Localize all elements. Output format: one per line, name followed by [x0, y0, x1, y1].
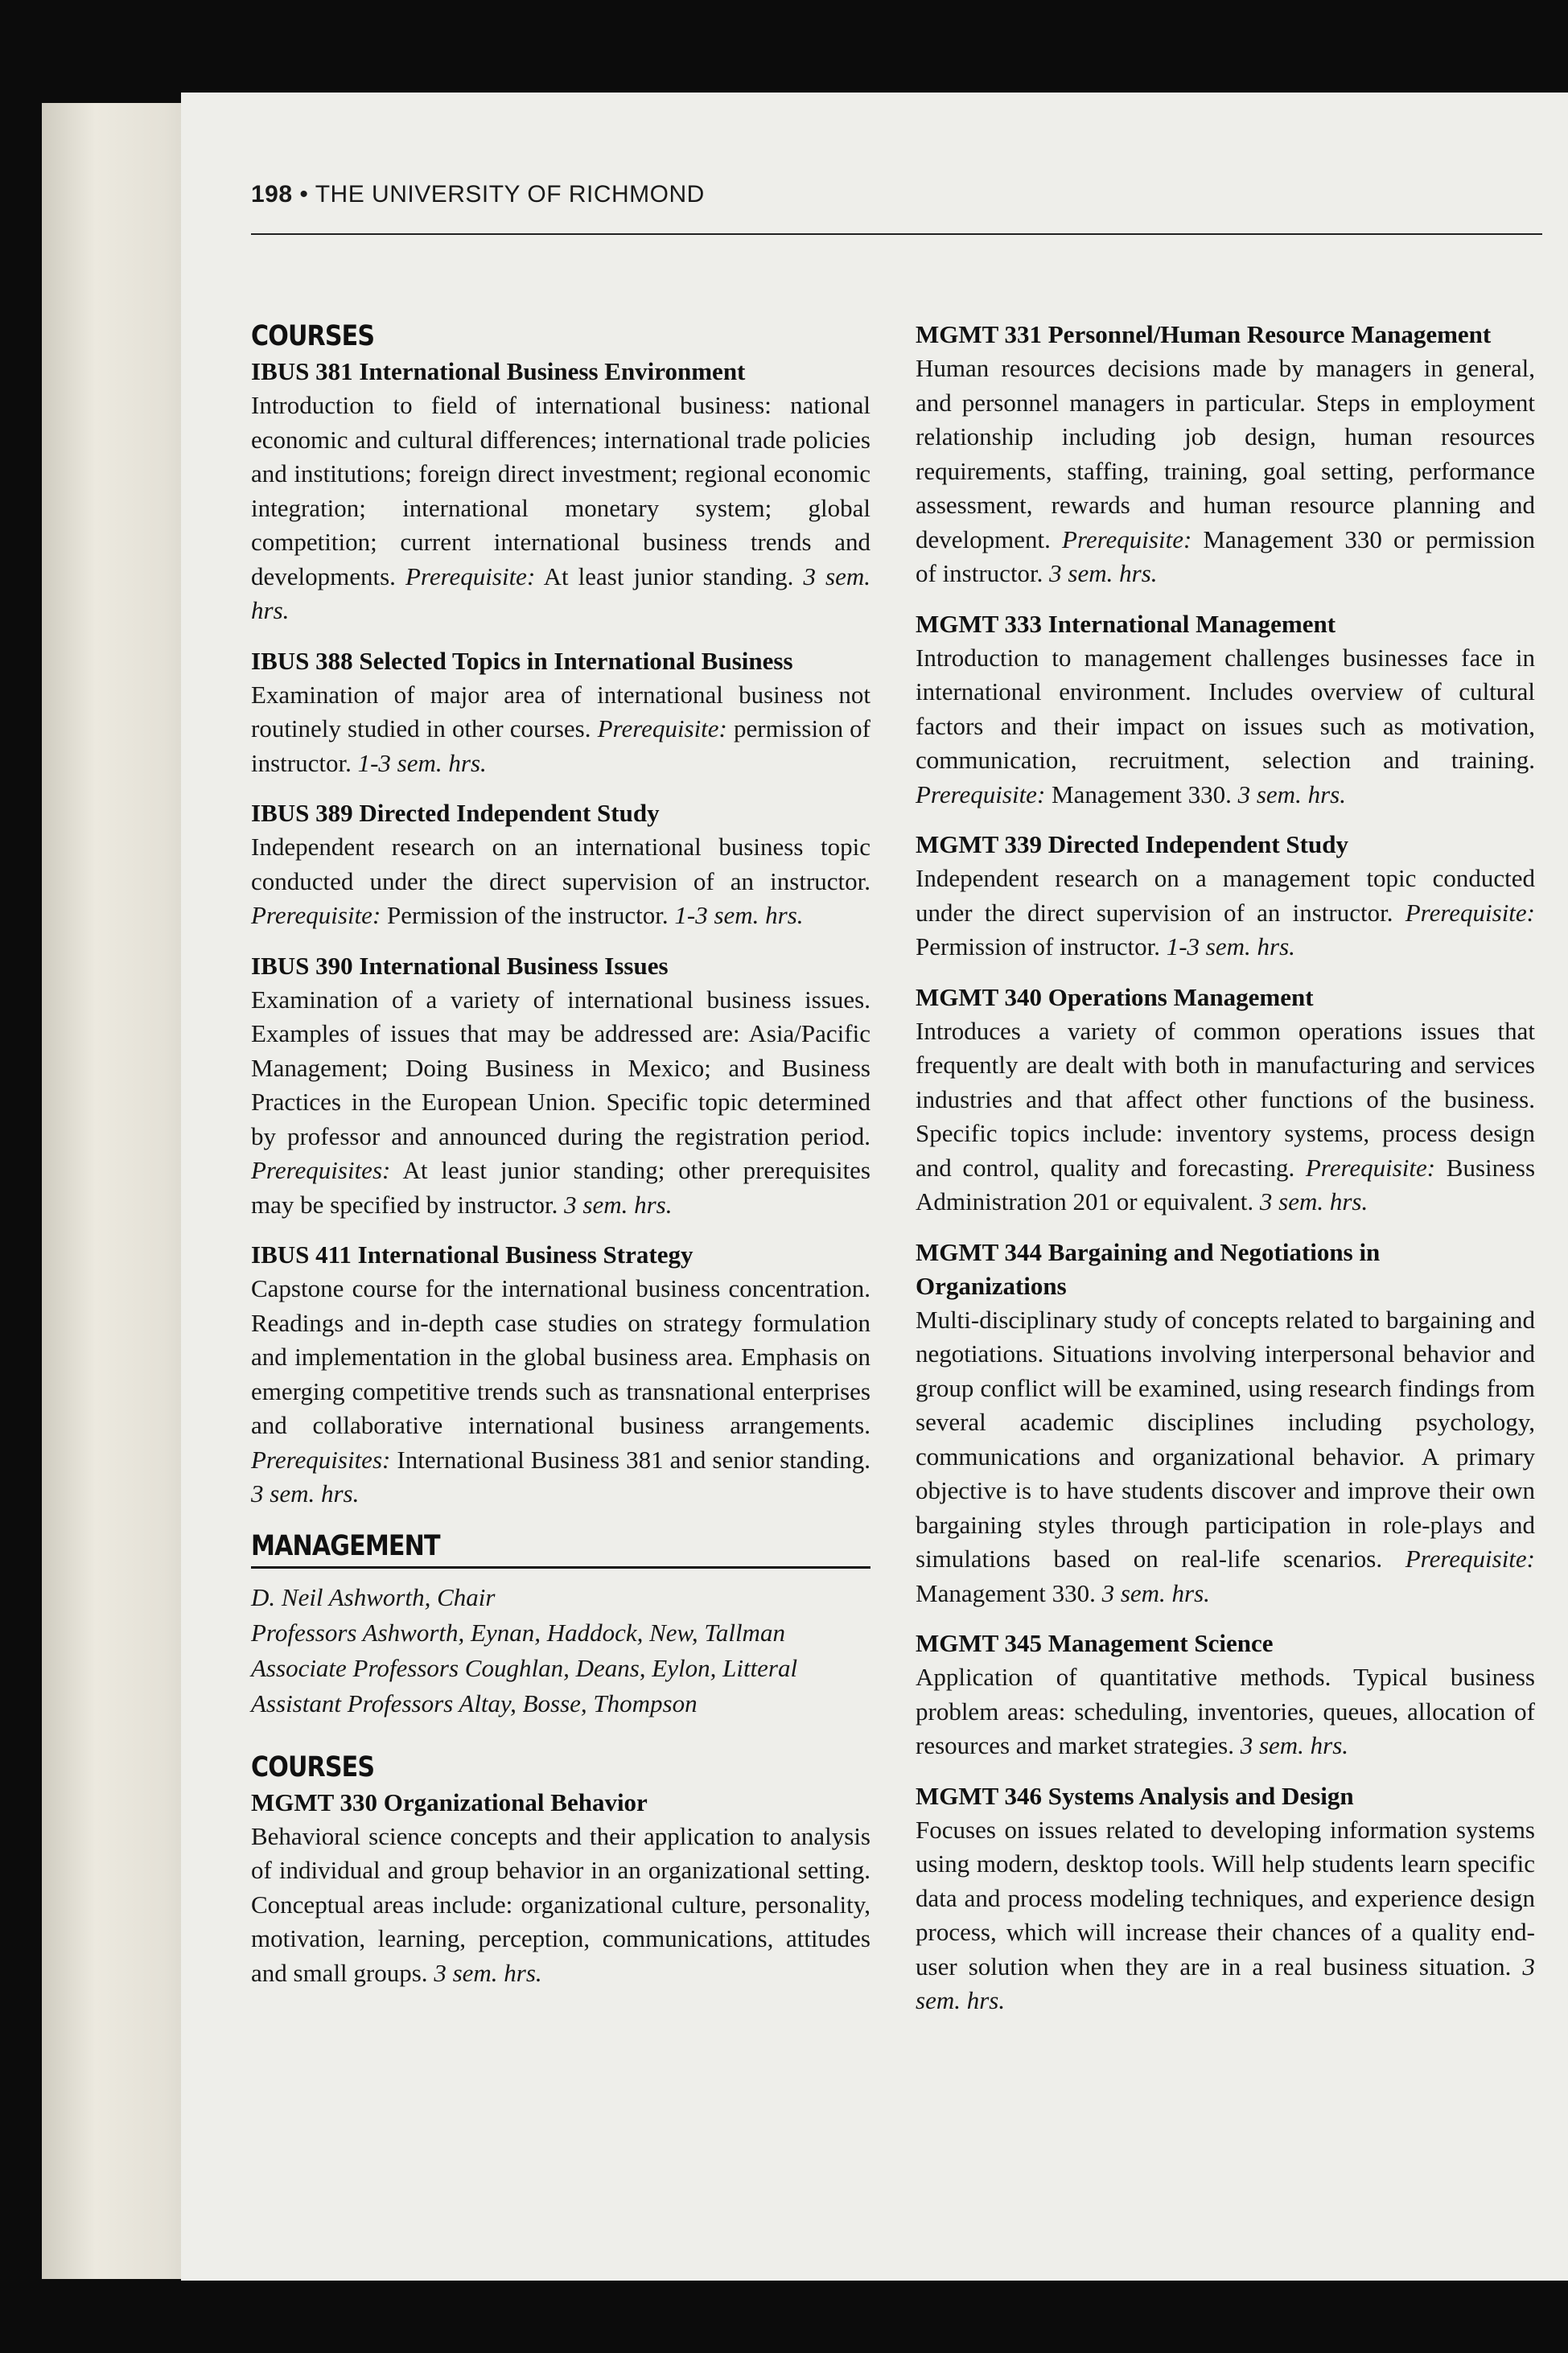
prereq-text: Management 330. — [1052, 780, 1232, 808]
course-title: MGMT 340 Operations Management — [916, 982, 1314, 1011]
courses-heading: COURSES — [251, 320, 375, 352]
course-credit: 3 sem. hrs. — [916, 1952, 1536, 2014]
prereq-label: Prerequisites: — [251, 1445, 391, 1474]
course-entry — [916, 1627, 1535, 1763]
course-title: MGMT 344 Bargaining and Negotiations in Organizations — [916, 1237, 1381, 1300]
course-title: MGMT 339 Directed Independent Study — [916, 830, 1348, 858]
course-credit: 3 sem. hrs. — [1237, 780, 1346, 808]
page-number: 198 — [251, 181, 293, 208]
course-body: Examination of a variety of international business issues. Examples of issues that may be addressed are: Asia/Pacific Management; Doing Business in Mexico; and Business Practices in the European Union. Specific topic determined by professor and announced during the registration period. — [251, 985, 870, 1150]
course-description — [251, 1820, 870, 1991]
prereq-text: International Business 381 and senior standing. — [397, 1445, 871, 1474]
course-credit: 1-3 sem. hrs. — [1166, 932, 1295, 961]
faculty-assistant-professors: Assistant Professors Altay, Bosse, Thompson — [251, 1689, 698, 1717]
course-title: IBUS 388 Selected Topics in International Business — [251, 646, 793, 675]
prereq-text: Permission of the instructor. — [387, 901, 669, 929]
course-description — [251, 389, 870, 628]
course-body: Introduction to field of international business: national economic and cultural differences; international trade policies and institutions; foreign direct investment; regional economic integration; international monetary system; global competition; current international business trends and developments. — [251, 391, 870, 590]
course-title: IBUS 389 Directed Independent Study — [251, 799, 660, 827]
course-credit: 3 sem. hrs. — [1240, 1731, 1349, 1759]
prereq-label: Prerequisite: — [1062, 524, 1192, 553]
left-column — [251, 318, 870, 2006]
course-credit: 3 sem. hrs. — [251, 562, 871, 624]
faculty-chair: D. Neil Ashworth, Chair — [251, 1582, 496, 1611]
running-head-title: THE UNIVERSITY OF RICHMOND — [315, 181, 705, 208]
right-column — [916, 318, 1535, 2034]
prereq-text: permission of instructor. — [251, 714, 871, 777]
course-entry — [251, 1238, 870, 1512]
course-title: MGMT 345 Management Science — [916, 1629, 1274, 1657]
prereq-label: Prerequisite: — [1405, 1545, 1536, 1573]
prereq-label: Prerequisite: — [1305, 1153, 1436, 1182]
course-credit: 3 sem. hrs. — [251, 1479, 360, 1508]
prereq-text: Permission of instructor. — [916, 932, 1160, 961]
course-description — [916, 1660, 1535, 1763]
page-edge — [42, 103, 195, 2279]
prereq-label: Prerequisite: — [597, 714, 727, 743]
course-title: MGMT 333 International Management — [916, 609, 1336, 638]
course-description — [251, 983, 870, 1223]
course-description — [916, 862, 1535, 965]
prereq-text: Management 330 or permission of instructor. — [916, 524, 1536, 587]
course-description — [916, 641, 1535, 812]
course-body: Introduces a variety of common operations issues that frequently are dealt with both in manufacturing and services industries and that affect other functions of the business. Specific topics include: inventory systems, process design and control, quality and forecasting. — [916, 1016, 1535, 1182]
prereq-text: At least junior standing. — [543, 562, 794, 590]
course-entry — [251, 644, 870, 781]
courses-heading: COURSES — [251, 1750, 375, 1783]
course-body: Independent research on a management topic conducted under the direct supervision of an instructor. — [916, 864, 1535, 927]
course-body: Independent research on an international business topic conducted under the direct supervision of an instructor. — [251, 833, 870, 895]
course-entry — [916, 981, 1535, 1220]
course-description — [251, 1272, 870, 1512]
course-body: Focuses on issues related to developing information systems using modern, desktop tools. Will help students learn specific data and process modeling techniques, and experience design process, which will increase their chances of a quality end-user solution when they are in a real business situation. — [916, 1815, 1535, 1981]
course-body: Human resources decisions made by managers in general, and personnel managers in particular. Steps in employment relationship including job design, human resources requirements, staffing, training, goal setting, performance assessment, rewards and human resource planning and development. — [916, 354, 1535, 553]
management-heading: MANAGEMENT — [251, 1529, 440, 1562]
course-credit: 1-3 sem. hrs. — [674, 901, 804, 929]
course-description — [916, 1014, 1535, 1220]
header-rule — [251, 233, 1542, 235]
course-body: Multi-disciplinary study of concepts related to bargaining and negotiations. Situations involving interpersonal behavior and group conflict will be examined, using research findings from several academic disciplines including psychology, communications and organizational behavior. A primary objective is to have students discover and improve their own bargaining styles through participation in role-plays and simulations based on real-life scenarios. — [916, 1305, 1535, 1573]
course-body: Examination of major area of international business not routinely studied in other courses. — [251, 680, 870, 743]
prereq-label: Prerequisite: — [251, 901, 381, 929]
course-title: IBUS 411 International Business Strategy — [251, 1240, 693, 1269]
prereq-label: Prerequisite: — [405, 562, 536, 590]
course-description — [916, 1303, 1535, 1611]
course-credit: 3 sem. hrs. — [1101, 1578, 1210, 1607]
course-description — [916, 352, 1535, 591]
course-body: Capstone course for the international business concentration. Readings and in-depth case studies on strategy formulation and implementation in the global business area. Emphasis on emerging competitive trends such as transnational enterprises and collaborative international business arrangements. — [251, 1274, 870, 1439]
faculty-list — [251, 1580, 870, 1722]
faculty-associate-professors: Associate Professors Coughlan, Deans, Eylon, Litteral — [251, 1653, 798, 1682]
course-title: IBUS 390 International Business Issues — [251, 951, 669, 980]
course-title: MGMT 331 Personnel/Human Resource Management — [916, 320, 1492, 348]
course-body: Introduction to management challenges businesses face in international environment. Includes overview of cultural factors and their impact on issues such as motivation, communication, recruitment, selection and training. — [916, 643, 1535, 774]
course-description — [251, 678, 870, 781]
running-head — [251, 181, 705, 208]
prereq-text: Business Administration 201 or equivalent. — [916, 1153, 1536, 1216]
management-heading-block — [251, 1528, 870, 1569]
course-entry — [916, 1779, 1535, 2018]
course-entry — [251, 1786, 870, 1991]
prereq-label: Prerequisite: — [916, 780, 1046, 808]
prereq-label: Prerequisites: — [251, 1156, 391, 1184]
prereq-label: Prerequisite: — [1405, 898, 1536, 927]
course-entry — [916, 607, 1535, 812]
prereq-text: Management 330. — [916, 1578, 1096, 1607]
course-body: Behavioral science concepts and their application to analysis of individual and group behavior in an organizational setting. Conceptual areas include: organizational culture, personality, motivation, learning, perception, communications, attitudes and small groups. — [251, 1821, 870, 1987]
course-credit: 3 sem. hrs. — [1049, 559, 1158, 587]
course-title: MGMT 330 Organizational Behavior — [251, 1787, 648, 1816]
course-description — [916, 1813, 1535, 2018]
course-credit: 1-3 sem. hrs. — [357, 748, 487, 777]
faculty-professors: Professors Ashworth, Eynan, Haddock, New, Tallman — [251, 1618, 785, 1647]
course-credit: 3 sem. hrs. — [434, 1958, 542, 1987]
course-credit: 3 sem. hrs. — [564, 1190, 673, 1219]
course-entry — [916, 1236, 1535, 1611]
course-entry — [251, 949, 870, 1223]
course-description — [251, 830, 870, 933]
course-title: MGMT 346 Systems Analysis and Design — [916, 1781, 1354, 1810]
course-entry — [251, 796, 870, 933]
course-entry — [916, 828, 1535, 965]
course-entry — [916, 318, 1535, 591]
prereq-text: At least junior standing; other prerequisites may be specified by instructor. — [251, 1156, 871, 1219]
running-head-separator: • — [292, 181, 315, 208]
course-entry — [251, 355, 870, 628]
course-body: Application of quantitative methods. Typical business problem areas: scheduling, inventories, queues, allocation of resources and market strategies. — [916, 1663, 1535, 1759]
course-title: IBUS 381 International Business Environment — [251, 357, 746, 385]
course-credit: 3 sem. hrs. — [1259, 1187, 1368, 1216]
